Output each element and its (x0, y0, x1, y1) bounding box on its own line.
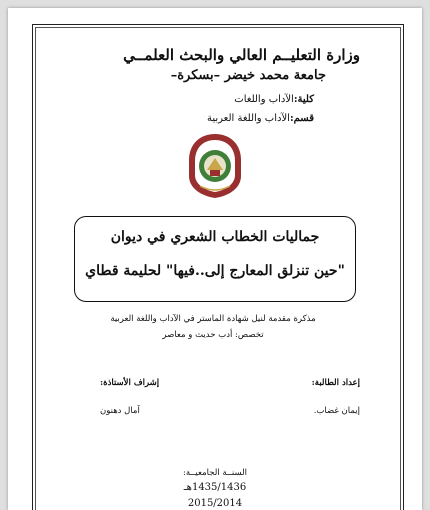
academic-year-hijri: 1435/1436هـ (183, 482, 247, 493)
student-name: إيمان غضاب. (313, 406, 360, 416)
faculty-line (234, 94, 314, 105)
faculty-label: كلية: (293, 94, 314, 105)
department-line (207, 113, 314, 124)
department-value: الآداب واللغة العربية (206, 113, 290, 124)
department-label: قسم: (289, 113, 314, 124)
ministry-title: وزارة التعليــم العالي والبحث العلمــي (123, 46, 360, 64)
thesis-title-box (74, 216, 356, 302)
thesis-title-line-2: "حين تنزلق المعارج إلى..فيها" لحليمة قطاي (85, 263, 345, 279)
supervisor-name: آمال دهنون (100, 406, 140, 416)
supervisor-label: إشراف الأستاذة: (100, 378, 160, 388)
university-name: جامعة محمد خيضر –بسكرة– (170, 68, 326, 83)
academic-year-label: السنــة الجامعيــة: (183, 468, 247, 478)
student-label: إعداد الطالبة: (311, 378, 360, 388)
faculty-value: الآداب واللغات (234, 94, 294, 105)
memo-description: مذكرة مقدمة لنيل شهادة الماستر في الآداب واللغة العربية (110, 314, 316, 324)
thesis-title-line-1: جماليات الخطاب الشعري في ديوان (110, 229, 320, 245)
document-page (8, 8, 422, 510)
university-seal-icon (186, 132, 244, 200)
memo-specialty: تخصص: أدب حديث و معاصر (162, 330, 264, 340)
academic-year-gregorian: 2015/2014 (187, 498, 243, 509)
